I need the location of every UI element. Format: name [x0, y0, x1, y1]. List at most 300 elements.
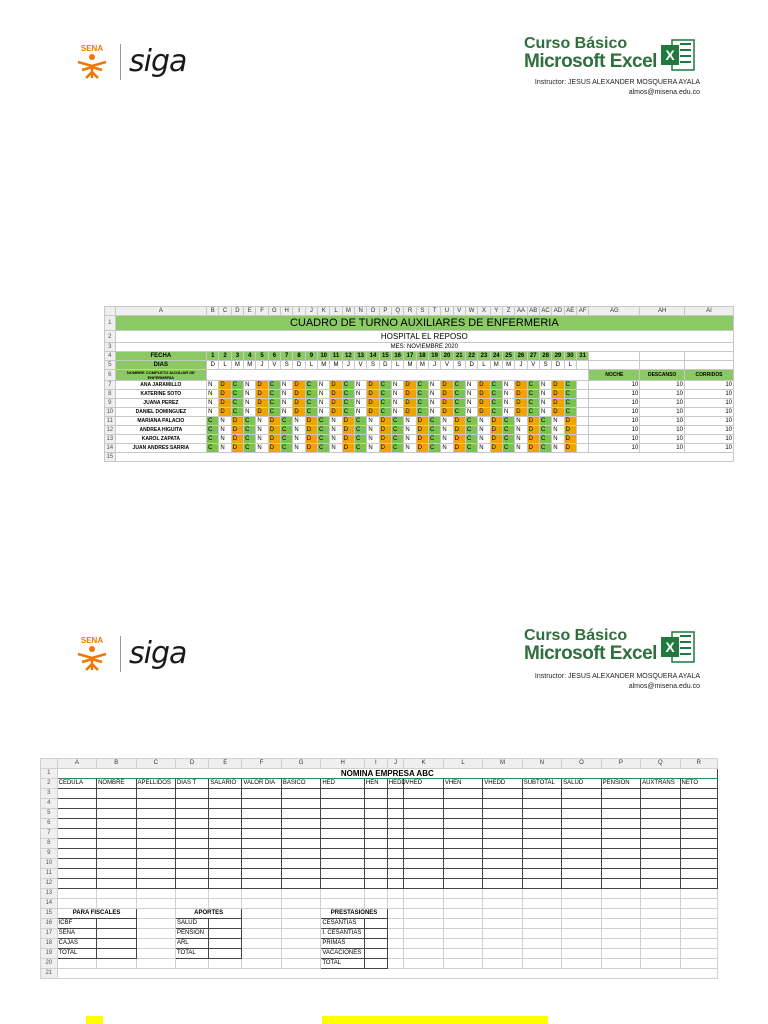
nomina-column-header[interactable]: PENSION [601, 779, 640, 789]
shift-cell[interactable]: N [478, 426, 490, 435]
nomina-column-header[interactable]: VHEN [443, 779, 482, 789]
shift-cell[interactable]: C [355, 417, 367, 426]
row-header[interactable]: 3 [105, 343, 116, 352]
nomina-cell[interactable] [281, 829, 320, 839]
nomina-cell[interactable] [136, 839, 175, 849]
nomina-cell[interactable] [281, 819, 320, 829]
shift-cell[interactable]: C [416, 381, 428, 390]
nomina-cell[interactable] [175, 869, 208, 879]
empty-cell[interactable] [387, 899, 404, 909]
empty-cell[interactable] [57, 889, 96, 899]
shift-cell[interactable]: D [416, 444, 428, 453]
row-header[interactable]: 9 [105, 399, 116, 408]
sheet-subtitle[interactable]: HOSPITAL EL REPOSO [115, 331, 733, 343]
nomina-cell[interactable] [364, 789, 387, 799]
date-cell[interactable]: 24 [490, 352, 502, 361]
empty-cell[interactable] [97, 959, 136, 969]
empty-cell[interactable] [680, 929, 717, 939]
nomina-cell[interactable] [562, 859, 601, 869]
nomina-cell[interactable] [136, 819, 175, 829]
column-header[interactable]: P [601, 759, 640, 769]
nomina-cell[interactable] [641, 869, 680, 879]
nomina-cell[interactable] [242, 859, 281, 869]
shift-cell[interactable]: N [539, 408, 551, 417]
corridos-value[interactable]: 10 [684, 381, 733, 390]
row-header[interactable]: 5 [41, 809, 58, 819]
prestaciones-value[interactable] [364, 929, 387, 939]
noche-value[interactable]: 10 [589, 426, 640, 435]
row-header[interactable]: 6 [41, 819, 58, 829]
nomina-cell[interactable] [562, 849, 601, 859]
shift-cell[interactable]: D [305, 417, 317, 426]
shift-cell[interactable]: C [539, 417, 551, 426]
row-header[interactable]: 19 [41, 949, 58, 959]
row-header[interactable]: 8 [105, 390, 116, 399]
shift-cell[interactable]: N [318, 390, 330, 399]
nomina-cell[interactable] [522, 879, 561, 889]
corridos-value[interactable]: 10 [684, 444, 733, 453]
nomina-cell[interactable] [364, 869, 387, 879]
shift-cell[interactable]: C [490, 390, 502, 399]
empty-cell[interactable] [483, 899, 522, 909]
row-header[interactable]: 12 [106, 427, 114, 433]
nomina-cell[interactable] [641, 829, 680, 839]
row-header[interactable]: 13 [41, 889, 58, 899]
summary-header[interactable]: NOCHE [589, 370, 640, 381]
shift-cell[interactable]: N [293, 444, 305, 453]
shift-cell[interactable]: D [379, 444, 391, 453]
nomina-cell[interactable] [97, 839, 136, 849]
nomina-cell[interactable] [601, 819, 640, 829]
shift-cell[interactable]: D [367, 381, 379, 390]
shift-cell[interactable]: C [281, 426, 293, 435]
nomina-cell[interactable] [321, 859, 365, 869]
shift-cell[interactable]: N [355, 408, 367, 417]
shift-cell[interactable]: D [564, 435, 576, 444]
descanso-value[interactable]: 10 [640, 444, 685, 453]
shift-cell[interactable]: D [453, 444, 465, 453]
row-header[interactable]: 16 [41, 919, 58, 929]
shift-cell[interactable]: D [515, 390, 527, 399]
shift-cell[interactable]: D [379, 417, 391, 426]
shift-cell[interactable]: C [231, 381, 243, 390]
empty-cell[interactable] [97, 899, 136, 909]
parafiscales-value[interactable] [97, 939, 136, 949]
column-header[interactable]: A [115, 307, 206, 316]
empty-cell[interactable] [522, 899, 561, 909]
date-cell[interactable]: 26 [515, 352, 527, 361]
shift-cell[interactable]: C [207, 435, 219, 444]
empty-cell[interactable] [321, 889, 365, 899]
empty-cell[interactable] [680, 919, 717, 929]
nomina-cell[interactable] [97, 849, 136, 859]
nomina-cell[interactable] [483, 859, 522, 869]
nomina-cell[interactable] [601, 879, 640, 889]
shift-cell[interactable]: N [404, 426, 416, 435]
weekday-cell[interactable]: M [231, 361, 243, 370]
nomina-cell[interactable] [443, 839, 482, 849]
employee-name[interactable]: MARIANA PALACIO [115, 417, 206, 426]
nomina-cell[interactable] [522, 819, 561, 829]
empty-cell[interactable] [57, 969, 717, 979]
shift-cell[interactable]: D [416, 417, 428, 426]
nomina-cell[interactable] [97, 869, 136, 879]
shift-cell[interactable]: N [502, 399, 514, 408]
nomina-cell[interactable] [175, 859, 208, 869]
shift-cell[interactable]: D [416, 426, 428, 435]
nomina-cell[interactable] [175, 829, 208, 839]
nomina-cell[interactable] [641, 879, 680, 889]
empty-cell[interactable] [680, 949, 717, 959]
nomina-cell[interactable] [364, 879, 387, 889]
shift-cell[interactable]: D [564, 426, 576, 435]
shift-cell[interactable]: C [502, 417, 514, 426]
shift-cell[interactable]: C [281, 417, 293, 426]
shift-cell[interactable]: C [318, 426, 330, 435]
shift-cell[interactable]: N [330, 426, 342, 435]
nomina-cell[interactable] [483, 799, 522, 809]
nomina-cell[interactable] [562, 809, 601, 819]
empty-cell[interactable] [576, 399, 588, 408]
empty-cell[interactable] [680, 959, 717, 969]
corridos-value[interactable]: 10 [684, 408, 733, 417]
empty-cell[interactable] [97, 889, 136, 899]
corridos-value[interactable]: 10 [684, 399, 733, 408]
shift-cell[interactable]: C [318, 417, 330, 426]
empty-cell[interactable] [281, 889, 320, 899]
column-header[interactable]: AB [527, 307, 539, 316]
shift-cell[interactable]: N [219, 444, 231, 453]
empty-cell[interactable] [57, 899, 96, 909]
nomina-cell[interactable] [57, 849, 96, 859]
nomina-cell[interactable] [562, 829, 601, 839]
parafiscales-value[interactable] [97, 929, 136, 939]
nomina-cell[interactable] [281, 859, 320, 869]
column-header[interactable]: AA [515, 307, 527, 316]
shift-cell[interactable]: D [404, 399, 416, 408]
shift-cell[interactable]: C [428, 444, 440, 453]
nomina-cell[interactable] [242, 829, 281, 839]
shift-cell[interactable]: C [527, 390, 539, 399]
date-cell[interactable]: 31 [576, 352, 588, 361]
shift-cell[interactable]: D [293, 408, 305, 417]
shift-cell[interactable]: D [478, 390, 490, 399]
shift-cell[interactable]: C [268, 399, 280, 408]
shift-cell[interactable]: N [478, 435, 490, 444]
employee-name[interactable]: JUAN ANDRES SARRIA [115, 444, 206, 453]
shift-cell[interactable]: C [490, 408, 502, 417]
nomina-cell[interactable] [242, 869, 281, 879]
corridos-value[interactable]: 10 [684, 417, 733, 426]
shift-cell[interactable]: N [428, 408, 440, 417]
shift-cell[interactable]: N [552, 426, 564, 435]
parafiscales-value[interactable] [97, 919, 136, 929]
column-header[interactable]: K [318, 307, 330, 316]
date-cell[interactable]: 21 [453, 352, 465, 361]
weekday-cell[interactable]: S [281, 361, 293, 370]
weekday-cell[interactable]: V [441, 361, 453, 370]
shift-cell[interactable]: C [428, 426, 440, 435]
shift-cell[interactable]: N [219, 435, 231, 444]
shift-cell[interactable]: C [392, 426, 404, 435]
nomina-cell[interactable] [404, 789, 443, 799]
shift-cell[interactable]: N [244, 381, 256, 390]
row-header[interactable]: 20 [41, 959, 58, 969]
empty-cell[interactable] [443, 949, 482, 959]
empty-cell[interactable] [281, 929, 320, 939]
empty-cell[interactable] [387, 919, 404, 929]
nomina-cell[interactable] [209, 859, 242, 869]
weekday-cell[interactable]: D [465, 361, 477, 370]
empty-cell[interactable] [242, 929, 281, 939]
empty-cell[interactable] [483, 889, 522, 899]
empty-cell[interactable] [443, 889, 482, 899]
date-cell[interactable]: 15 [379, 352, 391, 361]
empty-cell[interactable] [601, 889, 640, 899]
shift-cell[interactable]: C [207, 417, 219, 426]
shift-cell[interactable]: N [515, 426, 527, 435]
date-cell[interactable]: 14 [367, 352, 379, 361]
shift-cell[interactable]: N [355, 381, 367, 390]
noche-value[interactable]: 10 [589, 435, 640, 444]
shift-cell[interactable]: D [330, 399, 342, 408]
empty-cell[interactable] [522, 949, 561, 959]
nomina-cell[interactable] [321, 789, 365, 799]
shift-cell[interactable]: D [231, 417, 243, 426]
empty-cell[interactable] [443, 909, 482, 919]
shift-cell[interactable]: C [207, 444, 219, 453]
nomina-cell[interactable] [601, 809, 640, 819]
nomina-cell[interactable] [209, 829, 242, 839]
shift-cell[interactable]: N [465, 399, 477, 408]
nomina-cell[interactable] [641, 799, 680, 809]
shift-cell[interactable]: N [515, 435, 527, 444]
date-cell[interactable]: 17 [404, 352, 416, 361]
nomina-cell[interactable] [136, 879, 175, 889]
shift-cell[interactable]: D [342, 444, 354, 453]
row-header[interactable]: 10 [41, 859, 58, 869]
empty-cell[interactable] [601, 939, 640, 949]
shift-cell[interactable]: D [268, 426, 280, 435]
shift-cell[interactable]: C [355, 426, 367, 435]
empty-cell[interactable] [562, 949, 601, 959]
shift-cell[interactable]: N [502, 408, 514, 417]
nomina-cell[interactable] [483, 829, 522, 839]
nomina-cell[interactable] [641, 859, 680, 869]
row-header[interactable]: 7 [41, 829, 58, 839]
nomina-cell[interactable] [175, 819, 208, 829]
shift-cell[interactable]: N [392, 390, 404, 399]
nomina-cell[interactable] [443, 849, 482, 859]
nomina-cell[interactable] [242, 809, 281, 819]
empty-cell[interactable] [209, 959, 242, 969]
weekday-cell[interactable]: V [527, 361, 539, 370]
empty-cell[interactable] [576, 426, 588, 435]
shift-cell[interactable]: N [207, 408, 219, 417]
shift-cell[interactable]: N [293, 417, 305, 426]
nomina-cell[interactable] [175, 789, 208, 799]
row-header[interactable]: 1 [41, 769, 58, 779]
shift-cell[interactable]: N [281, 381, 293, 390]
empty-cell[interactable] [562, 929, 601, 939]
shift-cell[interactable]: D [404, 381, 416, 390]
shift-cell[interactable]: C [453, 390, 465, 399]
nomina-cell[interactable] [281, 849, 320, 859]
empty-cell[interactable] [641, 959, 680, 969]
aportes-title[interactable]: APORTES [175, 909, 241, 919]
shift-cell[interactable]: C [527, 408, 539, 417]
empty-cell[interactable] [443, 919, 482, 929]
shift-cell[interactable]: C [207, 426, 219, 435]
shift-cell[interactable]: C [564, 381, 576, 390]
nomina-cell[interactable] [387, 789, 404, 799]
nomina-cell[interactable] [136, 799, 175, 809]
shift-cell[interactable]: C [231, 399, 243, 408]
nomina-cell[interactable] [175, 879, 208, 889]
employee-name[interactable]: ANDREA HIGUITA [115, 426, 206, 435]
shift-cell[interactable]: N [256, 417, 268, 426]
column-header[interactable]: AF [576, 307, 588, 316]
shift-cell[interactable]: D [305, 444, 317, 453]
shift-cell[interactable]: D [453, 426, 465, 435]
weekday-cell[interactable]: L [219, 361, 231, 370]
shift-cell[interactable]: D [219, 381, 231, 390]
nomina-cell[interactable] [522, 789, 561, 799]
aportes-item[interactable]: PENSION [175, 929, 208, 939]
weekday-cell[interactable]: S [367, 361, 379, 370]
empty-cell[interactable] [576, 361, 588, 370]
shift-cell[interactable]: N [367, 435, 379, 444]
nomina-cell[interactable] [97, 859, 136, 869]
nomina-cell[interactable] [404, 879, 443, 889]
shift-cell[interactable]: C [342, 408, 354, 417]
nomina-cell[interactable] [387, 849, 404, 859]
weekday-cell[interactable]: J [342, 361, 354, 370]
shift-cell[interactable]: D [416, 435, 428, 444]
descanso-value[interactable]: 10 [640, 435, 685, 444]
empty-cell[interactable] [684, 352, 733, 361]
date-cell[interactable]: 28 [539, 352, 551, 361]
shift-cell[interactable]: C [379, 408, 391, 417]
empty-cell[interactable] [641, 929, 680, 939]
nomina-cell[interactable] [57, 789, 96, 799]
weekday-cell[interactable]: M [416, 361, 428, 370]
shift-cell[interactable]: D [552, 408, 564, 417]
noche-value[interactable]: 10 [589, 417, 640, 426]
empty-cell[interactable] [576, 390, 588, 399]
shift-cell[interactable]: C [231, 408, 243, 417]
empty-cell[interactable] [640, 352, 685, 361]
nomina-cell[interactable] [175, 799, 208, 809]
shift-cell[interactable]: D [305, 435, 317, 444]
weekday-cell[interactable]: L [392, 361, 404, 370]
nomina-cell[interactable] [601, 839, 640, 849]
shift-cell[interactable]: N [244, 390, 256, 399]
row-header[interactable]: 3 [41, 789, 58, 799]
nomina-cell[interactable] [242, 839, 281, 849]
empty-cell[interactable] [404, 929, 443, 939]
nomina-column-header[interactable]: APELLIDOS [136, 779, 175, 789]
shift-cell[interactable]: D [256, 408, 268, 417]
nomina-cell[interactable] [136, 869, 175, 879]
date-cell[interactable]: 13 [355, 352, 367, 361]
shift-cell[interactable]: D [441, 408, 453, 417]
row-header[interactable]: 14 [41, 899, 58, 909]
shift-cell[interactable]: D [490, 444, 502, 453]
nomina-cell[interactable] [281, 789, 320, 799]
employee-name[interactable]: ANA JARAMILLO [115, 381, 206, 390]
shift-cell[interactable]: N [318, 399, 330, 408]
nomina-cell[interactable] [321, 849, 365, 859]
column-header[interactable]: J [387, 759, 404, 769]
nomina-cell[interactable] [680, 869, 717, 879]
date-cell[interactable]: 18 [416, 352, 428, 361]
nomina-cell[interactable] [97, 809, 136, 819]
shift-cell[interactable]: C [318, 444, 330, 453]
shift-cell[interactable]: N [355, 390, 367, 399]
nomina-cell[interactable] [443, 809, 482, 819]
shift-cell[interactable]: N [404, 444, 416, 453]
shift-cell[interactable]: D [379, 426, 391, 435]
nomina-cell[interactable] [321, 809, 365, 819]
shift-cell[interactable]: D [515, 381, 527, 390]
column-header[interactable]: S [416, 307, 428, 316]
shift-cell[interactable]: C [527, 399, 539, 408]
shift-cell[interactable]: C [305, 399, 317, 408]
column-header[interactable]: X [478, 307, 490, 316]
shift-cell[interactable]: N [552, 435, 564, 444]
shift-cell[interactable]: N [428, 381, 440, 390]
empty-cell[interactable] [364, 899, 387, 909]
shift-cell[interactable]: C [539, 444, 551, 453]
empty-cell[interactable] [387, 889, 404, 899]
column-header[interactable]: AH [640, 307, 685, 316]
shift-cell[interactable]: C [305, 408, 317, 417]
empty-cell[interactable] [641, 909, 680, 919]
weekday-cell[interactable]: J [515, 361, 527, 370]
empty-cell[interactable] [404, 949, 443, 959]
shift-cell[interactable]: C [244, 444, 256, 453]
noche-value[interactable]: 10 [589, 399, 640, 408]
empty-cell[interactable] [136, 889, 175, 899]
shift-cell[interactable]: C [416, 408, 428, 417]
empty-cell[interactable] [404, 919, 443, 929]
shift-cell[interactable]: N [281, 408, 293, 417]
empty-cell[interactable] [562, 909, 601, 919]
column-header[interactable]: A [57, 759, 96, 769]
shift-cell[interactable]: C [305, 390, 317, 399]
empty-cell[interactable] [387, 949, 404, 959]
employee-name[interactable]: DANIEL DOMINGUEZ [115, 408, 206, 417]
column-header[interactable]: Z [502, 307, 514, 316]
shift-cell[interactable]: C [268, 390, 280, 399]
nomina-cell[interactable] [522, 849, 561, 859]
empty-cell[interactable] [483, 909, 522, 919]
shift-cell[interactable]: D [527, 435, 539, 444]
date-cell[interactable]: 10 [318, 352, 330, 361]
shift-cell[interactable]: N [244, 408, 256, 417]
shift-cell[interactable]: N [465, 390, 477, 399]
nomina-cell[interactable] [522, 839, 561, 849]
column-header[interactable]: H [321, 759, 365, 769]
row-header[interactable]: 18 [41, 939, 58, 949]
nomina-cell[interactable] [601, 829, 640, 839]
row-header[interactable]: 7 [105, 381, 116, 390]
shift-cell[interactable]: N [404, 435, 416, 444]
empty-cell[interactable] [387, 939, 404, 949]
row-header[interactable]: 10 [106, 409, 114, 415]
shift-cell[interactable]: N [502, 381, 514, 390]
